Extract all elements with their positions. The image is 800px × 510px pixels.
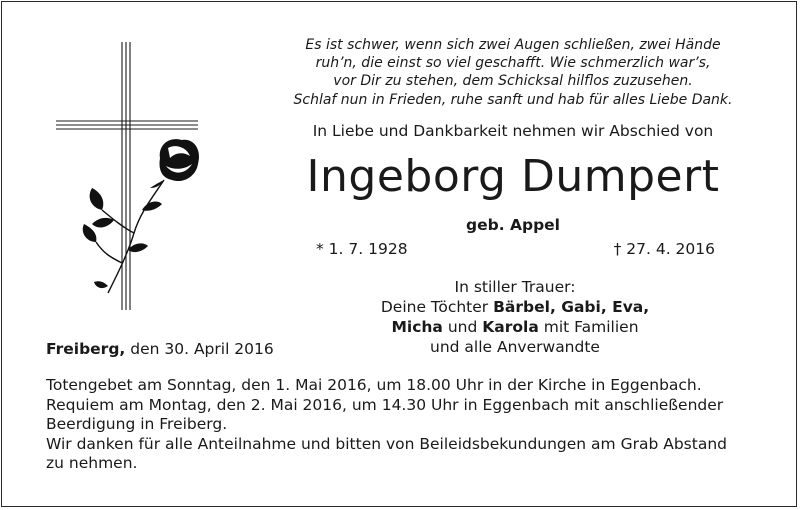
notes-line: Wir danken für alle Anteilnahme und bitten von Beileidsbekundungen am Grab Abstand: [46, 434, 727, 453]
mourners-block: [355, 277, 675, 357]
notes-line: Requiem am Montag, den 2. Mai 2016, um 14.30 Uhr in Eggenbach mit anschließender: [46, 395, 724, 414]
mourners-names: Micha: [391, 318, 443, 336]
deceased-name: Ingeborg Dumpert: [306, 151, 720, 202]
mourners-line: und alle Anverwandte: [430, 338, 600, 356]
notes-line: Totengebet am Sonntag, den 1. Mai 2016, um 18.00 Uhr in der Kirche in Eggenbach.: [46, 376, 702, 394]
date: den 30. April 2016: [130, 340, 274, 358]
mourners-names: Bärbel, Gabi, Eva,: [493, 298, 650, 316]
notes-line: zu nehmen.: [46, 454, 138, 472]
poem-line: Schlaf nun in Frieden, ruhe sanft und hab für alles Liebe Dank.: [293, 91, 733, 108]
death-date: † 27. 4. 2016: [613, 240, 715, 258]
mourners-text: mit Familien: [543, 318, 639, 336]
service-notes: [46, 376, 758, 474]
place-and-date: [46, 340, 274, 358]
mourners-line: [355, 317, 675, 337]
mourners-line: [355, 297, 675, 317]
cross-with-rose-icon: [52, 38, 222, 318]
notes-line: Beerdigung in Freiberg.: [46, 415, 228, 433]
mourners-text: und: [447, 318, 478, 336]
birth-date: * 1. 7. 1928: [316, 240, 408, 258]
poem-line: Es ist schwer, wenn sich zwei Augen schließen, zwei Hände: [305, 37, 721, 53]
mourners-heading: In stiller Trauer:: [454, 278, 576, 296]
mourners-names: Karola: [482, 318, 539, 336]
maiden-name: geb. Appel: [466, 216, 560, 234]
poem-line: ruh’n, die einst so viel geschafft. Wie schmerzlich war’s,: [315, 55, 711, 72]
poem-line: vor Dir zu stehen, dem Schicksal hilflos zuzusehen.: [333, 73, 693, 90]
place: Freiberg,: [46, 340, 126, 358]
farewell-intro: In Liebe und Dankbarkeit nehmen wir Abschied von: [312, 122, 714, 140]
mourners-text: Deine Töchter: [380, 298, 489, 316]
memorial-poem: [290, 36, 736, 109]
